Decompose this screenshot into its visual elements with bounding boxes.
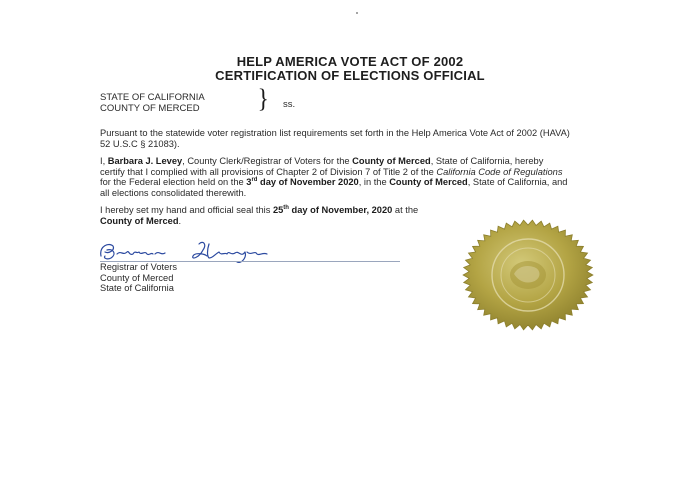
county-name: County of Merced xyxy=(352,156,431,166)
text: , in the xyxy=(358,177,390,187)
signer-county: County of Merced xyxy=(100,272,174,283)
text: elections consolidated therewith. xyxy=(111,187,247,198)
attestation-date xyxy=(273,205,392,215)
document-subtitle: CERTIFICATION OF ELECTIONS OFFICIAL xyxy=(215,68,485,83)
venue-ss: ss. xyxy=(283,99,296,110)
paragraph-pursuant: Pursuant to the statewide voter registration list requirements set forth in the Help America Vote Act of 2002 (HAVA) 52 U.S.C § 21083). xyxy=(100,128,570,149)
signer-state: State of California xyxy=(100,283,174,293)
text: at the xyxy=(392,205,419,215)
signature-block xyxy=(100,262,177,294)
attestation-date-rest: day of November, 2020 xyxy=(288,205,393,215)
paragraph-certification xyxy=(100,156,570,198)
county-name-2: County of Merced xyxy=(389,177,468,187)
venue-county: COUNTY OF MERCED xyxy=(100,103,200,114)
election-date-rest: day of November 2020 xyxy=(257,177,359,187)
document-title: HELP AMERICA VOTE ACT OF 2002 xyxy=(236,54,464,69)
attestation-county: County of Merced xyxy=(100,215,179,226)
scan-speck xyxy=(356,12,358,14)
signer-title: Registrar of Voters xyxy=(100,262,177,272)
attestation-day: 25 xyxy=(272,205,284,215)
text: I, xyxy=(100,156,108,166)
regulation-name: California Code of Regulations xyxy=(436,166,563,177)
text: for the Federal election held on the xyxy=(100,177,247,187)
attestation-day-suffix: th xyxy=(283,204,289,211)
text: I hereby set my hand and official seal this xyxy=(100,205,273,215)
official-name: Barbara J. Levey xyxy=(107,156,183,166)
text: . xyxy=(178,215,182,226)
gold-seal-icon xyxy=(458,216,598,334)
venue-state: STATE OF CALIFORNIA xyxy=(100,92,205,103)
election-date xyxy=(246,177,358,187)
curly-brace-icon: } xyxy=(257,84,269,113)
text: , State of California, and all xyxy=(100,177,568,198)
election-day-suffix: rd xyxy=(251,176,258,183)
election-day: 3 xyxy=(246,177,252,187)
venue-block xyxy=(100,92,205,114)
text: , State of California, hereby certify that I complied with all provisions of Chapter 2 of Division 7 of Title 2 of the xyxy=(100,156,544,177)
text: , County Clerk/Registrar of Voters for the xyxy=(182,156,353,166)
